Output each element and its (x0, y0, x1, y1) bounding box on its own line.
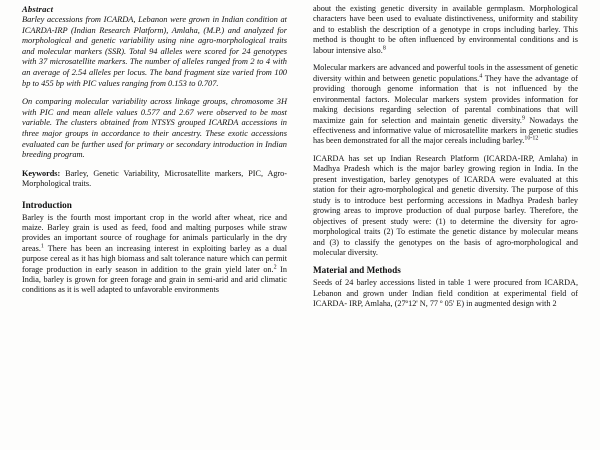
abstract-paragraph-1: Barley accessions from ICARDA, Lebanon were grown in Indian condition at ICARDA-IRP (Indian Research Platform), Amlaha, (M.P.) and analyzed for morphological and genetic variability using nine agro-morphological traits and molecular markers (SSR). Total 94 alleles were scored for 24 genotypes with 37 microsatellite markers. The number of alleles ranged from 2 to 4 with an average of 2.54 alleles per locus. The band fragment size varied from 100 bp to 455 bp with PIC values ranging from 0.153 to 0.707. (22, 15, 287, 88)
citation-ref-2: 2 (273, 263, 277, 270)
right-paragraph-1 (313, 4, 578, 56)
citation-ref-8: 8 (382, 45, 386, 52)
right-paragraph-2 (313, 63, 578, 147)
keywords-label: Keywords: (22, 168, 61, 178)
abstract-heading: Abstract (22, 4, 54, 14)
intro-text-a: Barley is the fourth most important crop in the world after wheat, rice and maize. Barley grain is used as feed, food and malting purposes while straw provides an important source of roughage for animals particularly in the dry areas. (22, 212, 287, 253)
citation-ref-10-12: 10-12 (524, 135, 539, 142)
citation-ref-4: 4 (479, 72, 483, 79)
right-text-c: They have the advantage of providing thorough genome information that is not influenced by the environmental factors. Molecular markers system provides information for making decisions regarding selection of parental combinations that will maximize gain for selection and maintain genetic diversity. (313, 73, 578, 125)
intro-text-c: In India, barley is grown for green forage and grain in semi-arid and arid climatic conditions as it is well adapted to unfavorable environments (22, 264, 287, 295)
materials-paragraph: Seeds of 24 barley accessions listed in table 1 were procured from ICARDA, Lebanon and grown under Indian field condition at experimental field of ICARDA- IRP, Amlaha, (27º12' N, 77 º 05' E) in augmented design with 2 (313, 278, 578, 309)
introduction-heading: Introduction (22, 199, 72, 210)
right-text-b: Molecular markers are advanced and powerful tools in the assessment of genetic diversity within and between genetic populations. (313, 63, 578, 83)
right-column (313, 4, 578, 444)
intro-text-b: There has been an increasing interest in exploiting barley as a dual purpose cereal as it has high biomass and salt tolerance nature which can permit forage production in early season in addition to the grain yield later on. (22, 243, 287, 274)
keywords-line (22, 169, 287, 190)
right-text-a: about the existing genetic diversity in available germplasm. Morphological characters have been used to evaluate distinctiveness, uniformity and stability and to establish the description of a genotype in crops including barley. This method is thought to be often influenced by environmental conditions and is labour intensive also. (313, 4, 578, 55)
abstract-paragraph-2: On comparing molecular variability across linkage groups, chromosome 3H with PIC and mean allele values 0.577 and 2.67 were observed to be most variable. The clusters obtained from NTSYS grouped ICARDA accessions in three major groups in accordance to their ancestry. These exotic accessions evaluated can be further used for primary or secondary introduction in Indian breeding program. (22, 97, 287, 160)
citation-ref-9: 9 (521, 114, 525, 121)
left-column (22, 4, 287, 444)
right-text-d: Nowadays the effectiveness and informative value of microsatellite markers in genetic studies has been demonstrated for all the major cereals including barley. (313, 115, 578, 146)
citation-ref-1: 1 (40, 243, 44, 250)
keywords-text: Barley, Genetic Variability, Microsatellite markers, PIC, Agro-Morphological traits. (22, 168, 287, 189)
materials-heading: Material and Methods (313, 265, 401, 276)
right-paragraph-3: ICARDA has set up Indian Research Platform (ICARDA-IRP, Amlaha) in Madhya Pradesh which is the major barley growing region in India. In the present investigation, barley genotypes of ICARDA were evaluated at this station for their agro-morphological and genetic diversity. The purpose of this study is to introduce best performing accessions in Madhya Pradesh barley growing areas to improve production of dual purpose barley. Therefore, the objectives of present study were: (1) to determine the diversity for agro-morphological traits (2) To estimate the genetic distance by molecular means and (3) to classify the genotypes on the basis of agro-morphological and molecular diversity. (313, 153, 578, 257)
two-column-layout (22, 4, 578, 444)
intro-paragraph-1 (22, 213, 287, 296)
